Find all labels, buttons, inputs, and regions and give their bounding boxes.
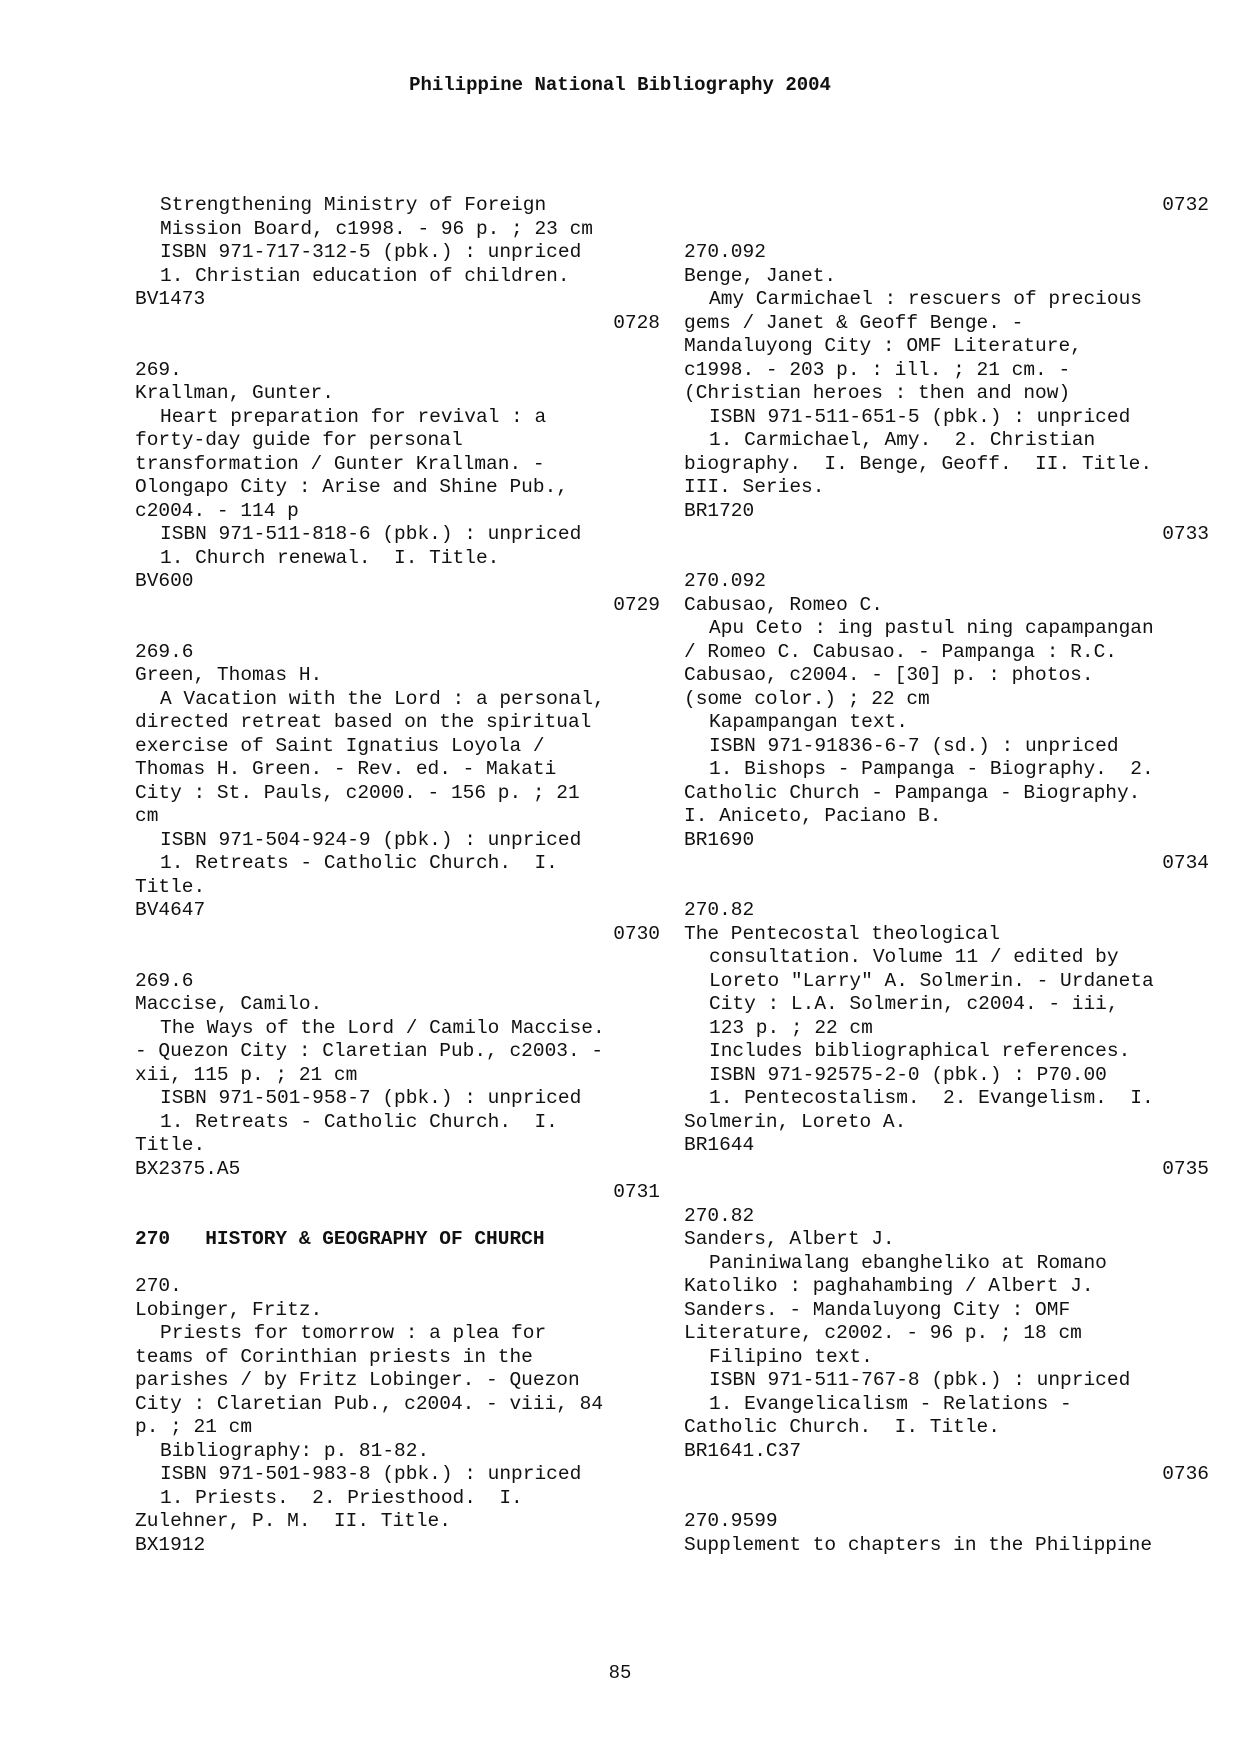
- entry-line: Title.: [135, 875, 206, 898]
- entry-line: ISBN 971-504-924-9 (pbk.) : unpriced: [160, 828, 582, 851]
- entry-line: - Quezon City : Claretian Pub., c2003. -: [135, 1040, 604, 1062]
- entry-line: ISBN 971-91836-6-7 (sd.) : unpriced: [709, 734, 1119, 757]
- entry-line: III. Series.: [684, 476, 825, 498]
- entry-line: BV4647: [135, 899, 206, 921]
- entry-line: BR1644: [684, 1134, 755, 1156]
- entry-line: Amy Carmichael : rescuers of precious: [709, 288, 1142, 310]
- entry-line: ISBN 971-501-983-8 (pbk.) : unpriced: [160, 1463, 582, 1485]
- entry-line: ISBN 971-511-767-8 (pbk.) : unpriced: [709, 1369, 1131, 1391]
- entry-line: Heart preparation for revival : a: [160, 405, 547, 428]
- entry-line: 270.82: [684, 1204, 755, 1227]
- blank-line: [684, 876, 1209, 900]
- entry-line: directed retreat based on the spiritual: [135, 711, 592, 733]
- blank-line: [135, 617, 660, 641]
- entry-number: 0733: [1162, 523, 1209, 545]
- entry-number: 0729: [613, 593, 660, 616]
- entry-line: BX1912: [135, 1533, 206, 1556]
- entry-line: Title.: [135, 1134, 206, 1156]
- entry-line: gems / Janet & Geoff Benge. -: [684, 311, 1024, 334]
- entry-line: Olongapo City : Arise and Shine Pub.,: [135, 476, 568, 498]
- entry-line: City : St. Pauls, c2000. - 156 p. ; 21: [135, 781, 580, 804]
- entry-line: BV600: [135, 570, 194, 592]
- entry-line: ISBN 971-501-958-7 (pbk.) : unpriced: [160, 1087, 582, 1109]
- entry-line: The Ways of the Lord / Camilo Maccise.: [160, 1016, 605, 1039]
- entry-line: BR1690: [684, 828, 755, 851]
- entry-line: exercise of Saint Ignatius Loyola /: [135, 734, 545, 757]
- entry-line: 270.092: [684, 570, 766, 592]
- entry-line: Mandaluyong City : OMF Literature,: [684, 335, 1082, 357]
- entry-line: forty-day guide for personal: [135, 429, 463, 451]
- entry-line: p. ; 21 cm: [135, 1416, 253, 1438]
- blank-line: [135, 946, 660, 970]
- entry-line: 1. Bishops - Pampanga - Biography. 2.: [709, 758, 1154, 780]
- entry-line: xii, 115 p. ; 21 cm: [135, 1063, 358, 1086]
- right-column: [684, 194, 1209, 1557]
- entry-line: ISBN 971-511-818-6 (pbk.) : unpriced: [160, 523, 582, 545]
- entry-line: 270.: [135, 1275, 182, 1297]
- entry-line: A Vacation with the Lord : a personal,: [160, 687, 605, 710]
- entry-number: 0732: [1162, 194, 1209, 216]
- entry-line: ISBN 971-717-312-5 (pbk.) : unpriced: [160, 241, 582, 263]
- entry-line: Literature, c2002. - 96 p. ; 18 cm: [684, 1322, 1082, 1344]
- entry-line: 1. Pentecostalism. 2. Evangelism. I.: [709, 1087, 1154, 1109]
- left-column: [135, 194, 660, 1557]
- entry-line: BR1720: [684, 499, 755, 522]
- entry-line: Katoliko : paghahambing / Albert J.: [684, 1275, 1094, 1297]
- entry-line: 1. Priests. 2. Priesthood. I.: [160, 1486, 523, 1509]
- entry-line: 123 p. ; 22 cm: [709, 1016, 873, 1039]
- blank-line: [684, 547, 1209, 571]
- entry-line: Krallman, Gunter.: [135, 382, 334, 404]
- entry-line: Priests for tomorrow : a plea for: [160, 1322, 547, 1344]
- entry-line: Filipino text.: [709, 1345, 873, 1368]
- entry-line: BV1473: [135, 288, 206, 310]
- entry-line: Benge, Janet.: [684, 264, 837, 287]
- blank-line: [135, 1252, 660, 1276]
- entry-line: Sanders, Albert J.: [684, 1228, 895, 1250]
- entry-line: cm: [135, 805, 159, 827]
- blank-line: [684, 1487, 1209, 1511]
- blank-line: [135, 335, 660, 359]
- entry-line: Bibliography: p. 81-82.: [160, 1439, 430, 1462]
- entry-line: 1. Church renewal. I. Title.: [160, 546, 500, 569]
- entry-line: Green, Thomas H.: [135, 664, 323, 686]
- entry-line: Includes bibliographical references.: [709, 1040, 1131, 1062]
- entry-line: 1. Retreats - Catholic Church. I.: [160, 1110, 558, 1133]
- entry-line: 1. Carmichael, Amy. 2. Christian: [709, 429, 1096, 451]
- entry-line: biography. I. Benge, Geoff. II. Title.: [684, 452, 1153, 475]
- entry-line: Catholic Church. I. Title.: [684, 1416, 1000, 1438]
- entry-line: parishes / by Fritz Lobinger. - Quezon: [135, 1369, 580, 1391]
- entry-line: Apu Ceto : ing pastul ning capampangan: [709, 617, 1154, 639]
- entry-line: 270.092: [684, 241, 766, 263]
- entry-line: Solmerin, Loreto A.: [684, 1110, 907, 1133]
- entry-line: The Pentecostal theological: [684, 922, 1000, 945]
- entry-number: 0730: [613, 922, 660, 945]
- entry-line: c1998. - 203 p. : ill. ; 21 cm. -: [684, 358, 1071, 381]
- entry-line: City : L.A. Solmerin, c2004. - iii,: [709, 993, 1119, 1015]
- entry-number: 0728: [613, 311, 660, 334]
- entry-line: consultation. Volume 11 / edited by: [709, 946, 1119, 968]
- entry-line: 1. Christian education of children.: [160, 264, 570, 287]
- blank-line: [684, 1181, 1209, 1205]
- entry-line: ISBN 971-92575-2-0 (pbk.) : P70.00: [709, 1063, 1107, 1086]
- entry-line: Strengthening Ministry of Foreign: [160, 194, 547, 216]
- entry-line: Catholic Church - Pampanga - Biography.: [684, 781, 1141, 804]
- entry-line: 269.: [135, 358, 182, 381]
- entry-line: Zulehner, P. M. II. Title.: [135, 1510, 451, 1532]
- entry-line: Maccise, Camilo.: [135, 993, 323, 1015]
- blank-line: [684, 218, 1209, 242]
- entry-line: Cabusao, c2004. - [30] p. : photos.: [684, 664, 1094, 686]
- entry-line: teams of Corinthian priests in the: [135, 1345, 533, 1368]
- entry-line: (Christian heroes : then and now): [684, 382, 1071, 404]
- entry-line: Supplement to chapters in the Philippine: [684, 1533, 1153, 1556]
- blank-line: [135, 1205, 660, 1229]
- entry-number: 0731: [613, 1181, 660, 1203]
- entry-line: Kapampangan text.: [709, 711, 908, 733]
- page-title: Philippine National Bibliography 2004: [409, 74, 831, 96]
- entry-line: (some color.) ; 22 cm: [684, 687, 930, 710]
- entry-line: Mission Board, c1998. - 96 p. ; 23 cm: [160, 217, 593, 240]
- entry-line: 1. Retreats - Catholic Church. I.: [160, 852, 558, 874]
- entry-line: I. Aniceto, Paciano B.: [684, 805, 942, 827]
- entry-line: Cabusao, Romeo C.: [684, 593, 883, 616]
- entry-line: Thomas H. Green. - Rev. ed. - Makati: [135, 758, 557, 780]
- page-number: 85: [608, 1662, 632, 1684]
- entry-line: Sanders. - Mandaluyong City : OMF: [684, 1298, 1071, 1321]
- entry-line: Paniniwalang ebangheliko at Romano: [709, 1251, 1107, 1274]
- entry-line: / Romeo C. Cabusao. - Pampanga : R.C.: [684, 640, 1117, 663]
- entry-line: Loreto "Larry" A. Solmerin. - Urdaneta: [709, 969, 1154, 992]
- entry-line: c2004. - 114 p: [135, 499, 299, 522]
- entry-number: 0734: [1162, 852, 1209, 874]
- entry-number: 0735: [1162, 1157, 1209, 1180]
- entry-line: 270.82: [684, 899, 755, 921]
- entry-line: 269.6: [135, 640, 194, 663]
- entry-line: ISBN 971-511-651-5 (pbk.) : unpriced: [709, 405, 1131, 428]
- entry-line: City : Claretian Pub., c2004. - viii, 84: [135, 1392, 604, 1415]
- entry-line: Lobinger, Fritz.: [135, 1298, 323, 1321]
- section-heading: 270 HISTORY & GEOGRAPHY OF CHURCH: [135, 1228, 545, 1250]
- entry-line: 270.9599: [684, 1510, 778, 1532]
- entry-line: BR1641.C37: [684, 1439, 802, 1462]
- entry-line: transformation / Gunter Krallman. -: [135, 452, 545, 475]
- entry-number: 0736: [1162, 1463, 1209, 1485]
- entry-line: 269.6: [135, 969, 194, 992]
- entry-line: BX2375.A5: [135, 1157, 241, 1180]
- entry-line: 1. Evangelicalism - Relations -: [709, 1392, 1072, 1415]
